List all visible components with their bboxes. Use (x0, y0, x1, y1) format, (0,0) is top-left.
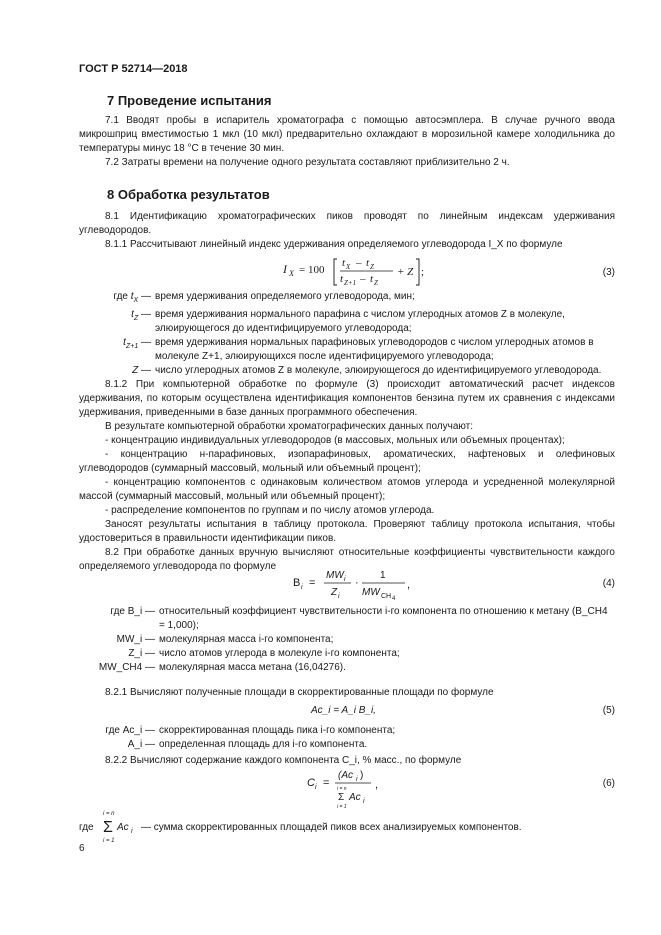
svg-text:(Ac: (Ac (338, 770, 353, 781)
paragraph-protocol: Заносят результаты испытания в таблицу протокола. Проверяют таблицу протокола испытания, чтобы удостовериться в правильности идентификации пиков. (79, 519, 615, 544)
svg-text:–: – (356, 257, 362, 269)
svg-text:=: = (309, 577, 316, 589)
svg-text:i = 1: i = 1 (103, 838, 115, 844)
paragraph-8-1: 8.1 Идентификацию хроматографических пиков проводят по линейным индексам удерживания углеводородов. (79, 211, 615, 236)
formula-4-number: (4) (602, 578, 615, 589)
paragraph-8-2-1: 8.2.1 Вычисляют полученные площади в скорректированные площади по формуле (105, 687, 494, 698)
section-7-body (79, 114, 615, 170)
sum-definition-text: — сумма скорректированных площадей пиков всех анализируемых компонентов. (141, 822, 522, 833)
formula-4-expression (293, 568, 473, 602)
svg-text:I: I (283, 262, 287, 276)
svg-text:B: B (293, 577, 301, 589)
formula-5-number: (5) (602, 705, 615, 716)
definition-row: где $t_X$ — время удерживания определяемого углеводорода, мин; (113, 291, 415, 304)
definition-row: Z_i — число атомов углерода в молекуле i-го компонента; (128, 648, 400, 659)
paragraph-8-2: 8.2 При обработке данных вручную вычисляют относительные коэффициенты чувствительности каждого определяемого углеводорода по формуле (79, 547, 615, 572)
section-8-body (79, 378, 615, 574)
svg-text:;: ; (421, 266, 425, 278)
definition-row: MW_CH4 — молекулярная масса метана (16,04276). (98, 662, 346, 673)
sum-expression (79, 808, 139, 844)
svg-text:i: i (338, 593, 340, 600)
formula-3-expression (279, 255, 499, 289)
formula-4-definitions (79, 605, 615, 675)
svg-text:i: i (363, 798, 365, 805)
section-7-title: 7 Проведение испытания (107, 93, 272, 108)
paragraph-7-1: 7.1 Вводят пробы в испаритель хроматографа с помощью автосэмплера. В случае ручного ввода микрошприц вместимостью 1 мкл (10 мкл) предварительно охлаждают в морозильной камере холодильника до температуры минус 18 °С в течение 30 мин. (79, 115, 615, 154)
svg-text:Σ: Σ (338, 792, 345, 803)
svg-text:= 100: = 100 (299, 264, 325, 276)
formula-3-definitions (79, 290, 615, 378)
svg-text:где: где (79, 822, 94, 833)
svg-text:MW: MW (362, 587, 380, 598)
svg-text:i = 1: i = 1 (337, 804, 347, 810)
svg-text:–: – (360, 273, 366, 285)
svg-text:i: i (356, 776, 358, 783)
definition-row: где B_i — относительный коэффициент чувствительности i-го компонента по отношению к метану (B_CH4 = 1,000); (110, 606, 608, 631)
svg-text:t: t (366, 257, 370, 269)
svg-text:,: , (375, 779, 379, 791)
svg-text:t: t (342, 257, 346, 269)
section-8-intro (79, 210, 615, 252)
section-8-title: 8 Обработка результатов (107, 187, 270, 202)
formula-5-definitions (79, 724, 615, 752)
formula-5 (79, 702, 615, 722)
definition-row: A_i — определенная площадь для i-го компонента. (127, 739, 368, 750)
svg-text:Z: Z (331, 587, 338, 598)
svg-text:C: C (307, 777, 315, 789)
formula-4 (79, 568, 615, 602)
definition-row: MW_i — молекулярная масса i-го компонента; (116, 634, 334, 645)
svg-text:i: i (301, 584, 303, 591)
svg-text:Σ: Σ (103, 819, 113, 836)
svg-text:Ac: Ac (117, 822, 129, 833)
svg-text:X: X (289, 269, 294, 278)
svg-text:X: X (346, 263, 351, 271)
page-number: 6 (79, 843, 85, 854)
definition-row: где Ac_i — скорректированная площадь пика i-го компонента; (105, 725, 396, 736)
svg-text:Z: Z (374, 279, 378, 287)
svg-text:+ Z: + Z (397, 266, 414, 278)
svg-text:t: t (370, 273, 374, 285)
formula-6-expression (305, 766, 465, 814)
document-header: ГОСТ Р 52714—2018 (79, 63, 188, 75)
sum-definition (79, 808, 615, 844)
svg-text:·: · (355, 577, 359, 589)
svg-text:CH: CH (381, 593, 392, 600)
svg-text:): ) (360, 770, 364, 781)
svg-text:4: 4 (392, 596, 396, 602)
definition-row: $t_{Z+1}$ — время удерживания нормальных парафиновых углеводородов с числом углеродных атомов в молекуле Z+1, элюирующихся после идентифицируемого углеводорода; (123, 337, 594, 362)
formula-3 (79, 255, 615, 289)
list-item: - концентрацию н-парафиновых, изопарафиновых, ароматических, нафтеновых и олефиновых углеводородов (суммарный массовый, мольный или объемный процент); (79, 449, 615, 474)
paragraph-8-1-1: 8.1.1 Рассчитывают линейный индекс удерживания определяемого углеводорода I_X по формуле (105, 239, 563, 250)
formula-6-number: (6) (602, 778, 615, 789)
formula-6 (79, 766, 615, 814)
svg-text:Z+1: Z+1 (344, 279, 357, 287)
formula-3-number: (3) (602, 267, 615, 278)
svg-text:,: , (407, 579, 411, 591)
svg-text:i = n: i = n (337, 786, 347, 792)
paragraph-8-2-2: 8.2.2 Вычисляют содержание каждого компонента C_i, % масс., по формуле (105, 755, 462, 766)
svg-text:1: 1 (380, 570, 386, 581)
svg-text:i: i (315, 784, 317, 791)
svg-text:i = n: i = n (103, 811, 115, 817)
svg-text:=: = (323, 777, 330, 789)
svg-text:Z: Z (370, 263, 374, 271)
svg-text:i: i (131, 828, 133, 835)
list-item: - концентрацию индивидуальных углеводородов (в массовых, мольных или объемных процентах); (105, 435, 565, 446)
svg-text:MW: MW (326, 570, 344, 581)
list-item: - распределение компонентов по группам и по числу атомов углерода. (105, 505, 435, 516)
svg-text:t: t (340, 273, 344, 285)
formula-5-expression: Ac_i = A_i B_i, (311, 705, 376, 716)
list-item: - концентрацию компонентов с одинаковым количеством атомов углерода и усредненной молекулярной массой (суммарный массовый, мольный или объемный процент); (79, 477, 615, 502)
definition-row: Z — число углеродных атомов Z в молекуле, элюирующегося до идентифицируемого углеводорода. (132, 365, 602, 376)
svg-text:i: i (344, 576, 346, 583)
paragraph-results: В результате компьютерной обработки хроматографических данных получают: (105, 421, 474, 432)
svg-text:Ac: Ac (349, 792, 361, 803)
definition-row: $t_Z$ — время удерживания нормального парафина с числом углеродных атомов Z в молекуле, элюирующегося до идентифицируемого углеводорода; (131, 309, 565, 334)
paragraph-8-1-2: 8.1.2 При компьютерной обработке по формуле (3) происходит автоматический расчет индексов удерживания, по которым осуществлена идентификация компонентов бензина путем их сравнения с индексами удерживания, приведенными в базе данных программного обеспечения. (79, 379, 615, 418)
paragraph-8-2-1-block (79, 686, 615, 700)
paragraph-7-2: 7.2 Затраты времени на получение одного результата составляют приблизительно 2 ч. (105, 157, 510, 168)
